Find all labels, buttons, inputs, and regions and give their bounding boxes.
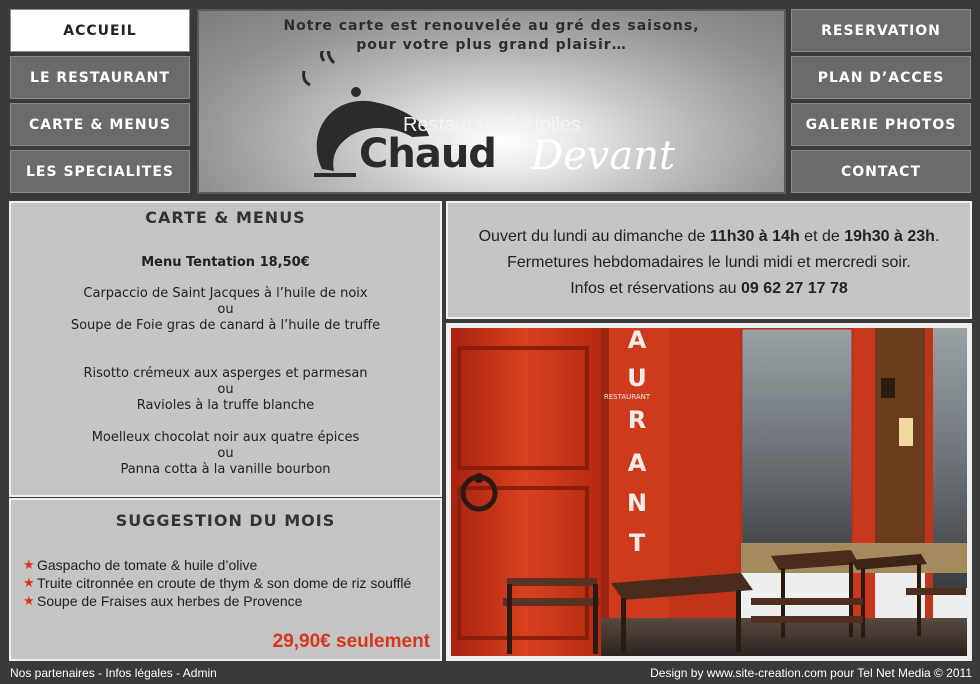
list-item <box>23 556 440 574</box>
link-partenaires[interactable]: Nos partenaires <box>10 666 95 680</box>
phone-label: Infos et réservations au <box>570 280 741 297</box>
sign-small-text: RESTAURANT <box>603 393 651 401</box>
footer-credit: Design by www.site-creation.com pour Tel Net Media © 2011 <box>650 666 972 680</box>
nav-les-specialites[interactable]: LES SPECIALITES <box>10 150 190 193</box>
star-icon: ★ <box>23 557 35 572</box>
sign-letter: T <box>628 529 646 557</box>
suggestion-item-label: Soupe de Fraises aux herbes de Provence <box>37 593 303 609</box>
suggestion-list <box>23 556 440 610</box>
list-item <box>23 592 440 610</box>
nav-galerie-photos[interactable]: GALERIE PHOTOS <box>791 103 971 146</box>
carte-menus-panel <box>9 201 442 497</box>
link-infos-legales[interactable]: Infos légales <box>105 666 173 680</box>
tagline-line-1: Notre carte est renouvelée au gré des saisons, <box>283 18 700 34</box>
sign-letter: N <box>626 489 648 517</box>
suggestion-item-label: Truite citronnée en croute de thym & son dome de riz soufflé <box>37 575 412 591</box>
star-icon: ★ <box>23 575 35 590</box>
sign-letter: A <box>627 328 647 354</box>
suggestion-price: 29,90€ seulement <box>272 631 430 652</box>
footer-separator: - <box>172 666 183 680</box>
list-item <box>23 574 440 592</box>
menu-name: Menu Tentation 18,50€ <box>141 255 310 270</box>
closing-line: Fermetures hebdomadaires le lundi midi et mercredi soir. <box>507 254 911 271</box>
menu-item: Ravioles à la truffe blanche <box>136 398 315 413</box>
link-admin[interactable]: Admin <box>182 666 217 680</box>
suggestion-title: SUGGESTION DU MOIS <box>115 511 336 530</box>
phone-number: 09 62 27 17 78 <box>741 280 848 297</box>
suggestion-item-label: Gaspacho de tomate & huile d’olive <box>37 557 258 573</box>
hours-dinner: 19h30 à 23h <box>844 228 935 245</box>
nav-reservation[interactable]: RESERVATION <box>791 9 971 52</box>
brand-subtitle: Restaurant 2 étoiles <box>403 114 581 136</box>
menu-item: Soupe de Foie gras de canard à l’huile de truffe <box>70 318 381 333</box>
footer-links <box>10 666 217 680</box>
nav-plan-acces[interactable]: PLAN D’ACCES <box>791 56 971 99</box>
sign-letter: U <box>627 364 647 392</box>
nav-le-restaurant[interactable]: LE RESTAURANT <box>10 56 190 99</box>
footer-separator: - <box>94 666 106 680</box>
menu-or: ou <box>217 382 234 397</box>
menu-group-dessert <box>11 430 440 478</box>
menu-group-entree <box>11 286 440 334</box>
tagline-line-2: pour votre plus grand plaisir… <box>356 37 627 53</box>
star-icon: ★ <box>23 593 35 608</box>
hours-line <box>448 224 970 250</box>
menu-or: ou <box>217 302 234 317</box>
menu-or: ou <box>217 446 234 461</box>
sign-letter: R <box>627 406 647 434</box>
brand-script: Devant <box>531 133 676 179</box>
hours-text: . <box>934 228 940 245</box>
brand-name: Chaud <box>359 131 496 177</box>
menu-group-plat <box>11 366 440 414</box>
hours-text: et de <box>799 228 845 245</box>
nav-accueil[interactable]: ACCUEIL <box>10 9 190 52</box>
banner-tagline <box>199 17 784 55</box>
menu-item: Risotto crémeux aux asperges et parmesan <box>83 366 368 381</box>
restaurant-photo-frame <box>446 323 972 661</box>
menu-item: Panna cotta à la vanille bourbon <box>120 462 331 477</box>
nav-carte-menus[interactable]: CARTE & MENUS <box>10 103 190 146</box>
opening-hours-panel <box>446 201 972 319</box>
nav-contact[interactable]: CONTACT <box>791 150 971 193</box>
menu-item: Moelleux chocolat noir aux quatre épices <box>91 430 360 445</box>
phone-line <box>448 276 970 302</box>
carte-title: CARTE & MENUS <box>145 208 306 227</box>
suggestion-panel <box>9 498 442 661</box>
header-banner <box>197 9 786 194</box>
hours-lunch: 11h30 à 14h <box>709 228 800 245</box>
hours-text: Ouvert du lundi au dimanche de <box>478 228 710 245</box>
menu-item: Carpaccio de Saint Jacques à l’huile de noix <box>83 286 368 301</box>
sign-letter: A <box>627 449 647 477</box>
restaurant-facade-photo <box>451 328 967 656</box>
